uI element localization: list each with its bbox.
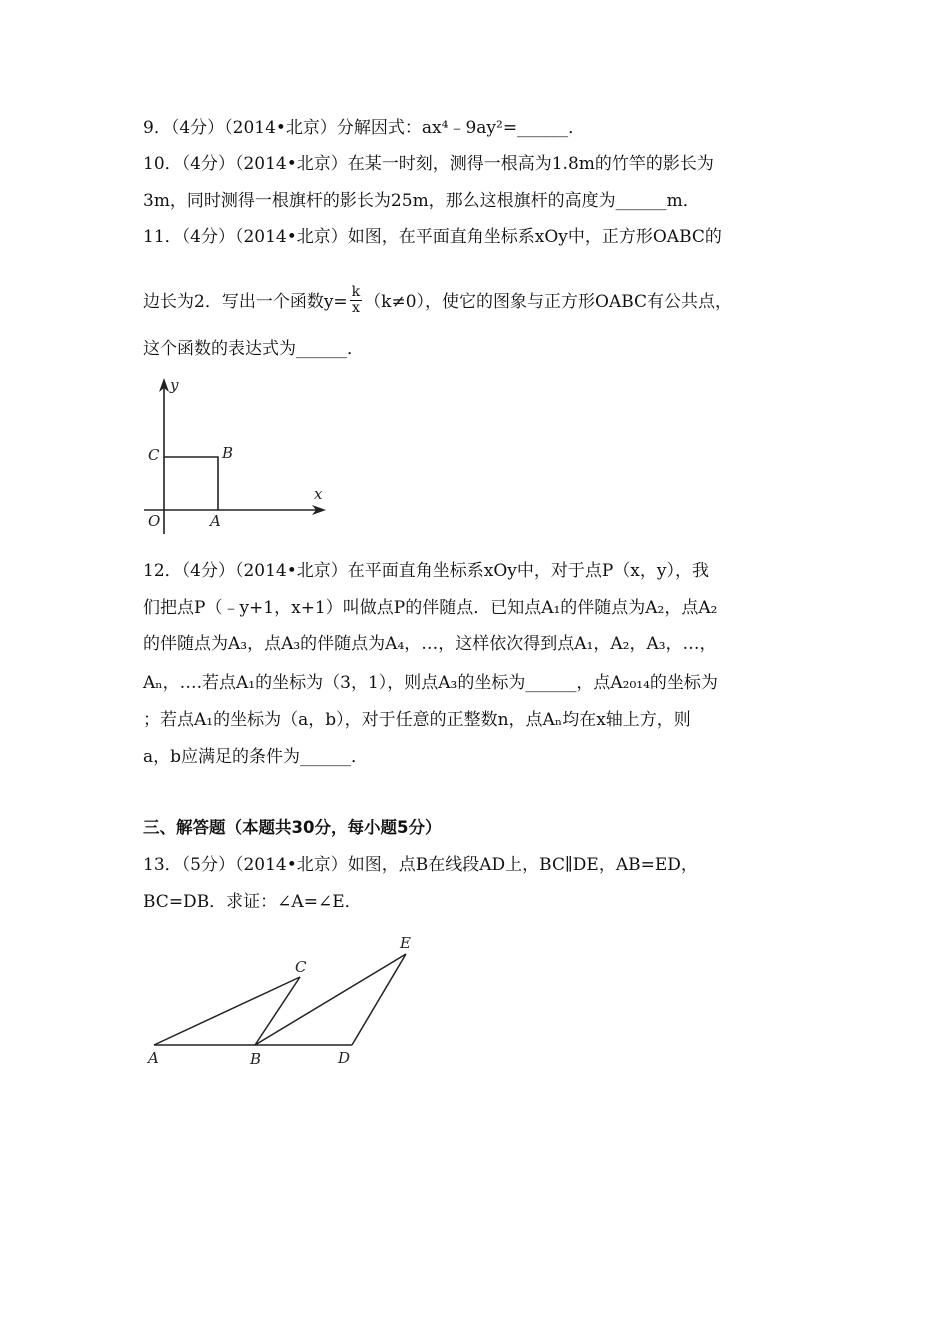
segment-be [255, 954, 406, 1045]
q12-line3: 的伴随点为A₃，点A₃的伴随点为A₄，…，这样依次得到点A₁，A₂，A₃，…， [143, 634, 717, 654]
q11-coordinate-figure [140, 372, 340, 542]
section-heading: 三、解答题（本题共30分，每小题5分） [143, 818, 442, 837]
point-b-label: B [250, 1050, 262, 1068]
origin-o-label: O [148, 512, 161, 530]
point-c-label: C [148, 446, 160, 464]
point-a-label: A [210, 512, 221, 530]
q13-geometry-figure [140, 928, 430, 1073]
q11-line1: 11．（4分）（2014•北京）如图，在平面直角坐标系xOy中，正方形OABC的 [143, 227, 722, 247]
q13-line2: BC=DB．求证：∠A=∠E． [143, 892, 362, 912]
fraction-k-over-x [350, 285, 362, 316]
fraction-numerator: k [351, 284, 361, 300]
y-label: y [170, 376, 179, 394]
q10-line2: 3m，同时测得一根旗杆的影长为25m，那么这根旗杆的高度为______m． [143, 191, 700, 211]
q12-line5: ；若点A₁的坐标为（a，b），对于任意的正整数n，点Aₙ均在x轴上方，则 [143, 710, 691, 730]
q10-line1: 10．（4分）（2014•北京）在某一时刻，测得一根高为1.8m的竹竿的影长为 [143, 154, 714, 174]
point-a-label: A [148, 1049, 159, 1067]
q12-line6: a，b应满足的条件为______． [143, 747, 369, 767]
q11-line2-before: 边长为2．写出一个函数y= [143, 292, 348, 312]
point-c-label: C [295, 958, 307, 976]
q11-line3: 这个函数的表达式为______． [143, 339, 364, 359]
point-b-label: B [222, 444, 234, 462]
x-label: x [314, 485, 323, 503]
q12-line2: 们把点P（﹣y+1，x+1）叫做点P的伴随点．已知点A₁的伴随点为A₂，点A₂ [143, 598, 718, 618]
q13-line1: 13．（5分）（2014•北京）如图，点B在线段AD上，BC∥DE，AB=ED， [143, 855, 698, 875]
fraction-denominator: x [351, 300, 360, 316]
q12-line4: Aₙ，….若点A₁的坐标为（3，1），则点A₃的坐标为______，点A₂₀₁₄的坐标为 [143, 673, 718, 693]
q12-line1: 12．（4分）（2014•北京）在平面直角坐标系xOy中，对于点P（x，y），我 [143, 561, 709, 581]
segment-de [352, 954, 406, 1045]
q9-line1: 9．（4分）（2014•北京）分解因式：ax⁴﹣9ay²=______． [143, 118, 586, 138]
point-e-label: E [400, 934, 411, 952]
square-oabc [164, 457, 218, 510]
q11-line2-after: （k≠0），使它的图象与正方形OABC有公共点， [364, 292, 733, 312]
q11-line2 [143, 284, 733, 318]
point-d-label: D [338, 1049, 351, 1067]
